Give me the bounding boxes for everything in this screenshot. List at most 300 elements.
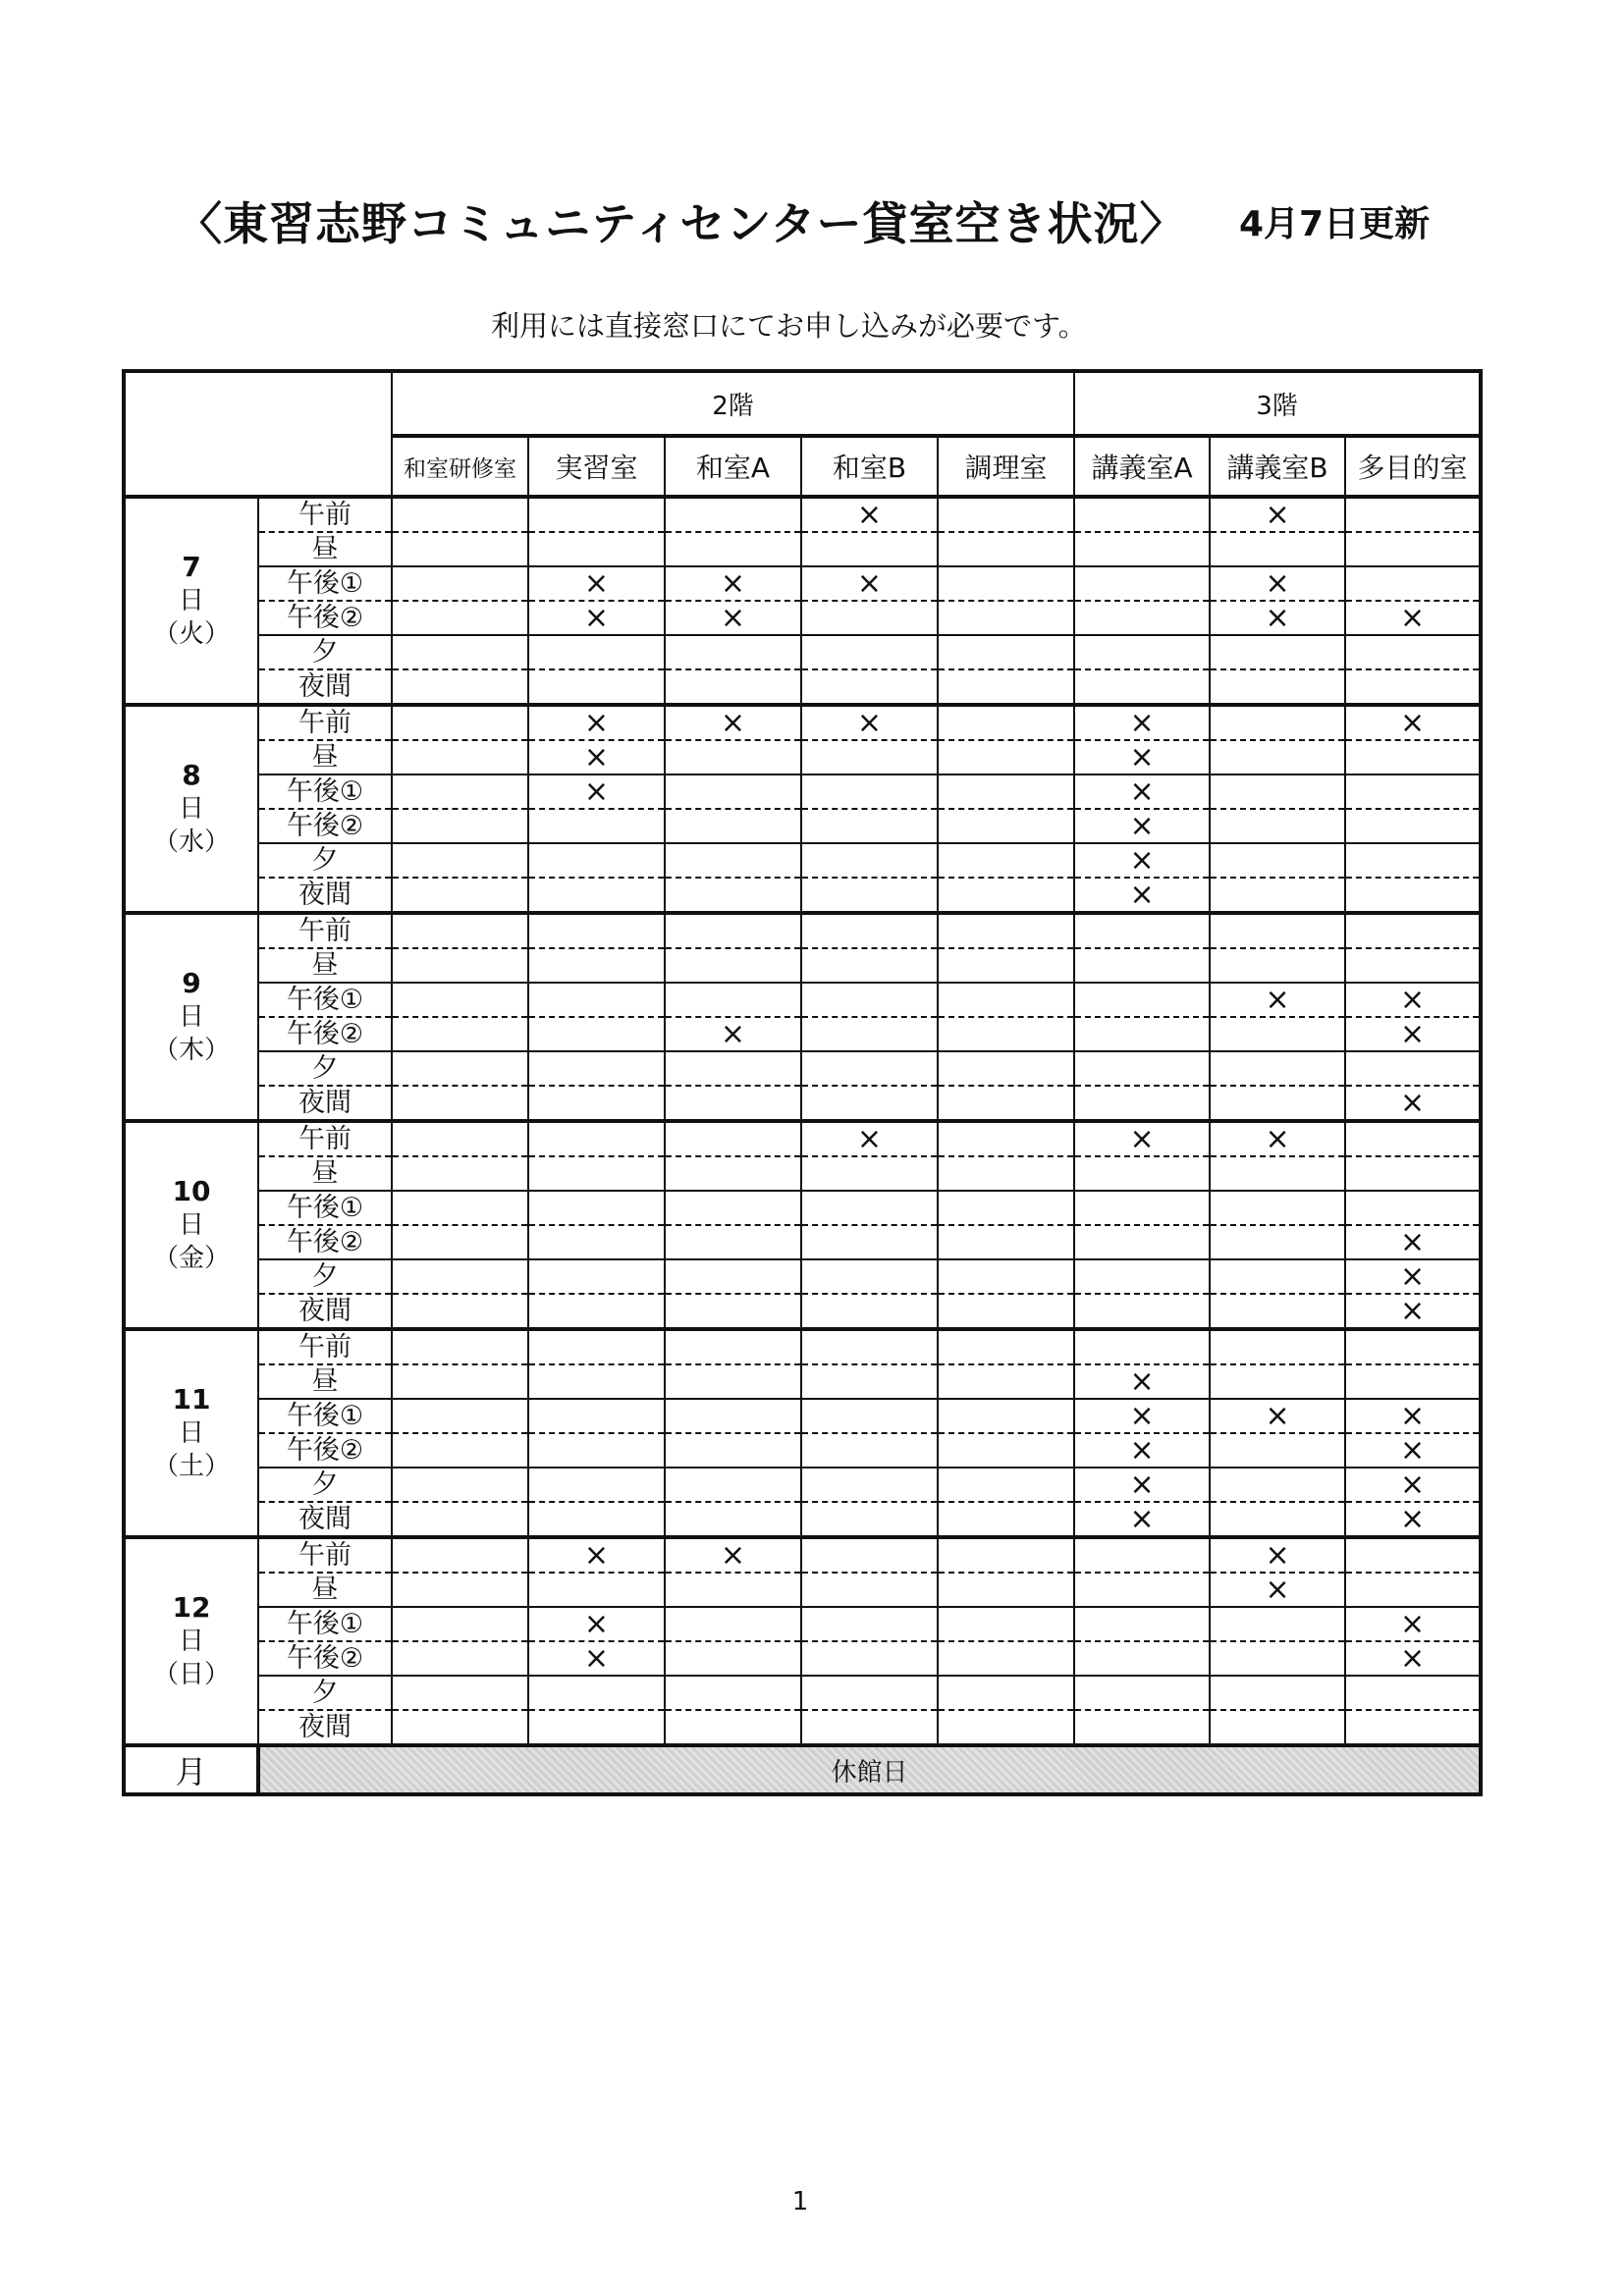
- availability-cell: [801, 669, 938, 705]
- availability-cell: [938, 1399, 1074, 1433]
- availability-cell: [392, 1676, 528, 1710]
- availability-cell: [801, 1156, 938, 1191]
- availability-cell: [1345, 878, 1481, 913]
- availability-cell: [801, 1294, 938, 1329]
- day-label: [124, 1329, 258, 1537]
- availability-cell: [665, 532, 801, 566]
- availability-cell: [1210, 878, 1345, 913]
- availability-cell: ×: [1210, 1121, 1345, 1156]
- schedule-row: [124, 1676, 1481, 1710]
- availability-cell: [665, 1051, 801, 1086]
- availability-cell: ×: [528, 1641, 665, 1676]
- schedule-row: [124, 1225, 1481, 1259]
- availability-cell: ×: [1074, 1364, 1210, 1399]
- availability-cell: [528, 1502, 665, 1537]
- availability-cell: [1074, 948, 1210, 983]
- availability-cell: [665, 1156, 801, 1191]
- availability-cell: [1345, 740, 1481, 774]
- floor-header-2f: 2階: [392, 371, 1074, 436]
- availability-cell: [665, 1399, 801, 1433]
- availability-cell: [392, 1329, 528, 1364]
- availability-cell: [1210, 1294, 1345, 1329]
- availability-cell: [392, 1086, 528, 1121]
- time-slot-label: 午前: [258, 497, 392, 532]
- availability-cell: [392, 983, 528, 1017]
- availability-cell: [1074, 983, 1210, 1017]
- availability-cell: [665, 809, 801, 843]
- room-header: 和室B: [801, 436, 938, 497]
- day-label: [124, 497, 258, 705]
- time-slot-label: 午後①: [258, 1399, 392, 1433]
- availability-cell: [1210, 740, 1345, 774]
- schedule-row: [124, 1156, 1481, 1191]
- schedule-row: [124, 913, 1481, 948]
- availability-cell: [392, 1225, 528, 1259]
- availability-cell: [938, 635, 1074, 669]
- time-slot-label: 夕: [258, 1259, 392, 1294]
- availability-cell: ×: [1074, 1399, 1210, 1433]
- availability-cell: [1074, 1259, 1210, 1294]
- availability-cell: [938, 878, 1074, 913]
- availability-cell: ×: [1345, 705, 1481, 740]
- availability-cell: ×: [1345, 1086, 1481, 1121]
- availability-cell: [801, 1051, 938, 1086]
- availability-cell: [665, 843, 801, 878]
- availability-cell: [801, 1017, 938, 1051]
- time-slot-label: 午前: [258, 1537, 392, 1573]
- day-unit: 日: [178, 1210, 204, 1240]
- schedule-row: [124, 601, 1481, 635]
- day-num: 8: [182, 759, 201, 791]
- time-slot-label: 午前: [258, 913, 392, 948]
- availability-cell: ×: [1074, 705, 1210, 740]
- availability-cell: ×: [1074, 1502, 1210, 1537]
- availability-cell: [1345, 532, 1481, 566]
- time-slot-label: 夕: [258, 1676, 392, 1710]
- time-slot-label: 午後②: [258, 1017, 392, 1051]
- time-slot-label: 夕: [258, 635, 392, 669]
- time-slot-label: 昼: [258, 1573, 392, 1607]
- availability-cell: [665, 1225, 801, 1259]
- closed-day-bar: 休館日: [258, 1745, 1481, 1794]
- availability-cell: [392, 913, 528, 948]
- availability-cell: [801, 1710, 938, 1745]
- availability-cell: [801, 740, 938, 774]
- availability-cell: ×: [1345, 1259, 1481, 1294]
- availability-cell: [528, 497, 665, 532]
- schedule-row: [124, 635, 1481, 669]
- availability-cell: [528, 1086, 665, 1121]
- availability-cell: [1210, 1156, 1345, 1191]
- availability-cell: [392, 1641, 528, 1676]
- availability-cell: [938, 1468, 1074, 1502]
- availability-cell: [1074, 1017, 1210, 1051]
- time-slot-label: 午後②: [258, 1433, 392, 1468]
- availability-cell: ×: [801, 705, 938, 740]
- availability-cell: [1210, 1364, 1345, 1399]
- availability-cell: [1210, 774, 1345, 809]
- availability-cell: [801, 1399, 938, 1433]
- availability-cell: [938, 1294, 1074, 1329]
- availability-cell: [1345, 1329, 1481, 1364]
- availability-cell: [1074, 1156, 1210, 1191]
- availability-cell: [528, 1191, 665, 1225]
- availability-cell: [938, 601, 1074, 635]
- availability-cell: [938, 1607, 1074, 1641]
- availability-cell: [938, 1502, 1074, 1537]
- time-slot-label: 午後①: [258, 774, 392, 809]
- schedule-row: [124, 809, 1481, 843]
- availability-cell: [1345, 1364, 1481, 1399]
- availability-cell: [801, 1468, 938, 1502]
- availability-cell: ×: [1345, 601, 1481, 635]
- availability-cell: [528, 669, 665, 705]
- availability-cell: [1074, 601, 1210, 635]
- availability-cell: [392, 1710, 528, 1745]
- availability-cell: [1210, 1502, 1345, 1537]
- availability-cell: [1345, 913, 1481, 948]
- schedule-row: [124, 1641, 1481, 1676]
- availability-cell: [1345, 1537, 1481, 1573]
- availability-cell: [1345, 566, 1481, 601]
- time-slot-label: 午後②: [258, 601, 392, 635]
- availability-cell: [938, 669, 1074, 705]
- time-slot-label: 夕: [258, 843, 392, 878]
- schedule-row: [124, 1399, 1481, 1433]
- availability-cell: [528, 1329, 665, 1364]
- availability-cell: [392, 497, 528, 532]
- availability-cell: [938, 1641, 1074, 1676]
- day-label: [124, 705, 258, 913]
- availability-cell: [1345, 635, 1481, 669]
- schedule-row: [124, 1294, 1481, 1329]
- schedule-row: [124, 948, 1481, 983]
- availability-cell: [1345, 1573, 1481, 1607]
- availability-cell: ×: [1345, 1017, 1481, 1051]
- time-slot-label: 昼: [258, 1156, 392, 1191]
- availability-cell: ×: [1345, 983, 1481, 1017]
- availability-cell: [1345, 1191, 1481, 1225]
- availability-cell: [938, 1156, 1074, 1191]
- availability-cell: [392, 878, 528, 913]
- availability-cell: ×: [1345, 1225, 1481, 1259]
- availability-cell: ×: [1074, 1121, 1210, 1156]
- schedule-row: [124, 1607, 1481, 1641]
- day-weekday: （火）: [152, 619, 230, 649]
- availability-cell: [801, 601, 938, 635]
- availability-cell: [1210, 635, 1345, 669]
- page-title: 〈東習志野コミュニティセンター貸室空き状況〉: [177, 197, 1186, 250]
- room-header: 和室A: [665, 436, 801, 497]
- availability-cell: [1210, 809, 1345, 843]
- day-weekday: （土）: [152, 1452, 230, 1481]
- time-slot-label: 夜間: [258, 1710, 392, 1745]
- availability-cell: [1074, 913, 1210, 948]
- availability-cell: ×: [528, 774, 665, 809]
- availability-cell: ×: [528, 601, 665, 635]
- availability-cell: [665, 1641, 801, 1676]
- time-slot-label: 夜間: [258, 669, 392, 705]
- availability-cell: [801, 1607, 938, 1641]
- availability-cell: [801, 1364, 938, 1399]
- availability-cell: ×: [665, 566, 801, 601]
- availability-cell: [665, 740, 801, 774]
- schedule-row: [124, 1433, 1481, 1468]
- availability-cell: [1210, 1329, 1345, 1364]
- day-num: 10: [172, 1175, 211, 1207]
- availability-cell: [665, 1259, 801, 1294]
- availability-cell: [1074, 669, 1210, 705]
- availability-cell: ×: [528, 1607, 665, 1641]
- availability-cell: ×: [1074, 878, 1210, 913]
- availability-cell: ×: [528, 1537, 665, 1573]
- time-slot-label: 午後①: [258, 1191, 392, 1225]
- time-slot-label: 夜間: [258, 1086, 392, 1121]
- time-slot-label: 夕: [258, 1051, 392, 1086]
- availability-cell: [801, 809, 938, 843]
- availability-cell: [392, 566, 528, 601]
- availability-cell: [665, 1364, 801, 1399]
- availability-cell: [1345, 669, 1481, 705]
- availability-cell: [801, 913, 938, 948]
- availability-cell: [1074, 1676, 1210, 1710]
- availability-cell: [392, 1051, 528, 1086]
- availability-cell: [528, 948, 665, 983]
- availability-cell: [1345, 809, 1481, 843]
- time-slot-label: 昼: [258, 1364, 392, 1399]
- availability-cell: [392, 705, 528, 740]
- time-slot-label: 夜間: [258, 878, 392, 913]
- availability-cell: [665, 983, 801, 1017]
- availability-cell: [528, 1156, 665, 1191]
- availability-cell: [528, 1364, 665, 1399]
- time-slot-label: 午後②: [258, 1225, 392, 1259]
- availability-cell: [528, 635, 665, 669]
- availability-cell: [938, 948, 1074, 983]
- schedule-row: [124, 1573, 1481, 1607]
- availability-cell: ×: [1210, 1399, 1345, 1433]
- availability-cell: [528, 843, 665, 878]
- availability-cell: [801, 1641, 938, 1676]
- availability-cell: [1074, 1329, 1210, 1364]
- availability-cell: [665, 1573, 801, 1607]
- availability-cell: [938, 1364, 1074, 1399]
- availability-cell: [938, 983, 1074, 1017]
- availability-cell: ×: [528, 566, 665, 601]
- schedule-row: [124, 878, 1481, 913]
- schedule-row: [124, 1259, 1481, 1294]
- schedule-row: [124, 1468, 1481, 1502]
- availability-cell: [938, 497, 1074, 532]
- schedule-row: [124, 843, 1481, 878]
- availability-cell: [665, 774, 801, 809]
- availability-cell: [528, 983, 665, 1017]
- availability-cell: ×: [665, 705, 801, 740]
- availability-cell: ×: [1074, 809, 1210, 843]
- availability-cell: [665, 1121, 801, 1156]
- availability-cell: [665, 1607, 801, 1641]
- day-unit: 日: [178, 586, 204, 615]
- availability-cell: [665, 669, 801, 705]
- availability-cell: ×: [1210, 1537, 1345, 1573]
- availability-cell: [1074, 566, 1210, 601]
- availability-cell: [1210, 843, 1345, 878]
- availability-cell: ×: [665, 1017, 801, 1051]
- availability-cell: [938, 532, 1074, 566]
- availability-cell: [1210, 1710, 1345, 1745]
- availability-cell: [528, 1259, 665, 1294]
- availability-cell: ×: [1345, 1607, 1481, 1641]
- availability-cell: [1345, 843, 1481, 878]
- schedule-row: [124, 1086, 1481, 1121]
- availability-cell: [1210, 1607, 1345, 1641]
- availability-cell: [801, 983, 938, 1017]
- availability-cell: [392, 809, 528, 843]
- availability-cell: [1210, 532, 1345, 566]
- availability-cell: [1074, 497, 1210, 532]
- schedule-row: [124, 983, 1481, 1017]
- availability-cell: [392, 1573, 528, 1607]
- availability-cell: ×: [1074, 1433, 1210, 1468]
- availability-cell: [801, 1676, 938, 1710]
- availability-cell: [1210, 705, 1345, 740]
- availability-cell: [938, 1225, 1074, 1259]
- schedule-row: [124, 1537, 1481, 1573]
- availability-cell: [938, 774, 1074, 809]
- availability-cell: [1345, 1156, 1481, 1191]
- availability-cell: [665, 497, 801, 532]
- availability-cell: [801, 1086, 938, 1121]
- availability-cell: [528, 1399, 665, 1433]
- availability-cell: [528, 532, 665, 566]
- time-slot-label: 午前: [258, 705, 392, 740]
- floor-header-3f: 3階: [1074, 371, 1481, 436]
- availability-cell: ×: [528, 740, 665, 774]
- availability-cell: [801, 1537, 938, 1573]
- corner-header: [124, 371, 392, 497]
- availability-cell: [528, 809, 665, 843]
- availability-cell: [665, 1329, 801, 1364]
- availability-cell: [1345, 1676, 1481, 1710]
- day-label: [124, 1121, 258, 1329]
- schedule-row: [124, 1051, 1481, 1086]
- availability-cell: [392, 1537, 528, 1573]
- day-num: 9: [182, 967, 201, 999]
- availability-cell: [938, 1086, 1074, 1121]
- availability-cell: [528, 1573, 665, 1607]
- schedule-row: [124, 1191, 1481, 1225]
- availability-cell: [392, 1259, 528, 1294]
- availability-cell: [528, 1051, 665, 1086]
- availability-cell: [801, 1502, 938, 1537]
- availability-cell: [528, 1017, 665, 1051]
- availability-cell: [1074, 1573, 1210, 1607]
- availability-cell: [528, 1433, 665, 1468]
- availability-cell: [1210, 913, 1345, 948]
- time-slot-label: 午後①: [258, 566, 392, 601]
- availability-cell: [392, 1156, 528, 1191]
- schedule-row: [124, 740, 1481, 774]
- availability-cell: [1345, 948, 1481, 983]
- day-unit: 日: [178, 1418, 204, 1448]
- availability-cell: [528, 1710, 665, 1745]
- availability-cell: [392, 1502, 528, 1537]
- availability-cell: [392, 1364, 528, 1399]
- availability-cell: [665, 913, 801, 948]
- closed-day-label: 月: [124, 1745, 258, 1794]
- availability-cell: [801, 1433, 938, 1468]
- availability-cell: [1210, 1259, 1345, 1294]
- schedule-row: [124, 1121, 1481, 1156]
- availability-cell: [938, 843, 1074, 878]
- availability-cell: ×: [801, 566, 938, 601]
- availability-cell: [1345, 1710, 1481, 1745]
- availability-cell: [801, 843, 938, 878]
- schedule-row: [124, 774, 1481, 809]
- time-slot-label: 夜間: [258, 1502, 392, 1537]
- schedule-row: [124, 1710, 1481, 1745]
- availability-cell: ×: [1345, 1641, 1481, 1676]
- day-unit: 日: [178, 794, 204, 824]
- availability-cell: ×: [1074, 1468, 1210, 1502]
- availability-cell: ×: [1210, 566, 1345, 601]
- availability-cell: [528, 1225, 665, 1259]
- room-header: 実習室: [528, 436, 665, 497]
- day-weekday: （日）: [152, 1660, 230, 1689]
- time-slot-label: 午前: [258, 1329, 392, 1364]
- availability-cell: [938, 1537, 1074, 1573]
- availability-cell: [938, 1329, 1074, 1364]
- availability-cell: [801, 532, 938, 566]
- availability-cell: ×: [1345, 1468, 1481, 1502]
- availability-cell: [938, 1573, 1074, 1607]
- availability-cell: [1210, 1051, 1345, 1086]
- availability-cell: [1074, 532, 1210, 566]
- availability-cell: [392, 1607, 528, 1641]
- availability-cell: [1210, 1017, 1345, 1051]
- availability-cell: [1345, 1121, 1481, 1156]
- schedule-body: [124, 497, 1481, 1745]
- room-header: 和室研修室: [392, 436, 528, 497]
- availability-cell: [392, 948, 528, 983]
- availability-cell: [1074, 1191, 1210, 1225]
- schedule-row: [124, 705, 1481, 740]
- availability-cell: [801, 774, 938, 809]
- availability-cell: ×: [1210, 1573, 1345, 1607]
- availability-cell: [1210, 1468, 1345, 1502]
- availability-cell: ×: [801, 1121, 938, 1156]
- availability-cell: [938, 1051, 1074, 1086]
- availability-cell: [1210, 948, 1345, 983]
- availability-cell: [801, 1573, 938, 1607]
- availability-cell: ×: [1345, 1399, 1481, 1433]
- availability-cell: [938, 1191, 1074, 1225]
- availability-cell: [1074, 1225, 1210, 1259]
- availability-cell: [665, 1191, 801, 1225]
- time-slot-label: 昼: [258, 740, 392, 774]
- booking-note: 利用には直接窓口にてお申し込みが必要です。: [491, 309, 1087, 343]
- schedule-row: [124, 1329, 1481, 1364]
- availability-cell: [1074, 1607, 1210, 1641]
- room-header: 講義室A: [1074, 436, 1210, 497]
- day-num: 7: [182, 551, 201, 583]
- availability-cell: [801, 1329, 938, 1364]
- availability-cell: [528, 1468, 665, 1502]
- availability-cell: [1210, 669, 1345, 705]
- time-slot-label: 午後①: [258, 1607, 392, 1641]
- day-unit: 日: [178, 1002, 204, 1032]
- availability-cell: [392, 669, 528, 705]
